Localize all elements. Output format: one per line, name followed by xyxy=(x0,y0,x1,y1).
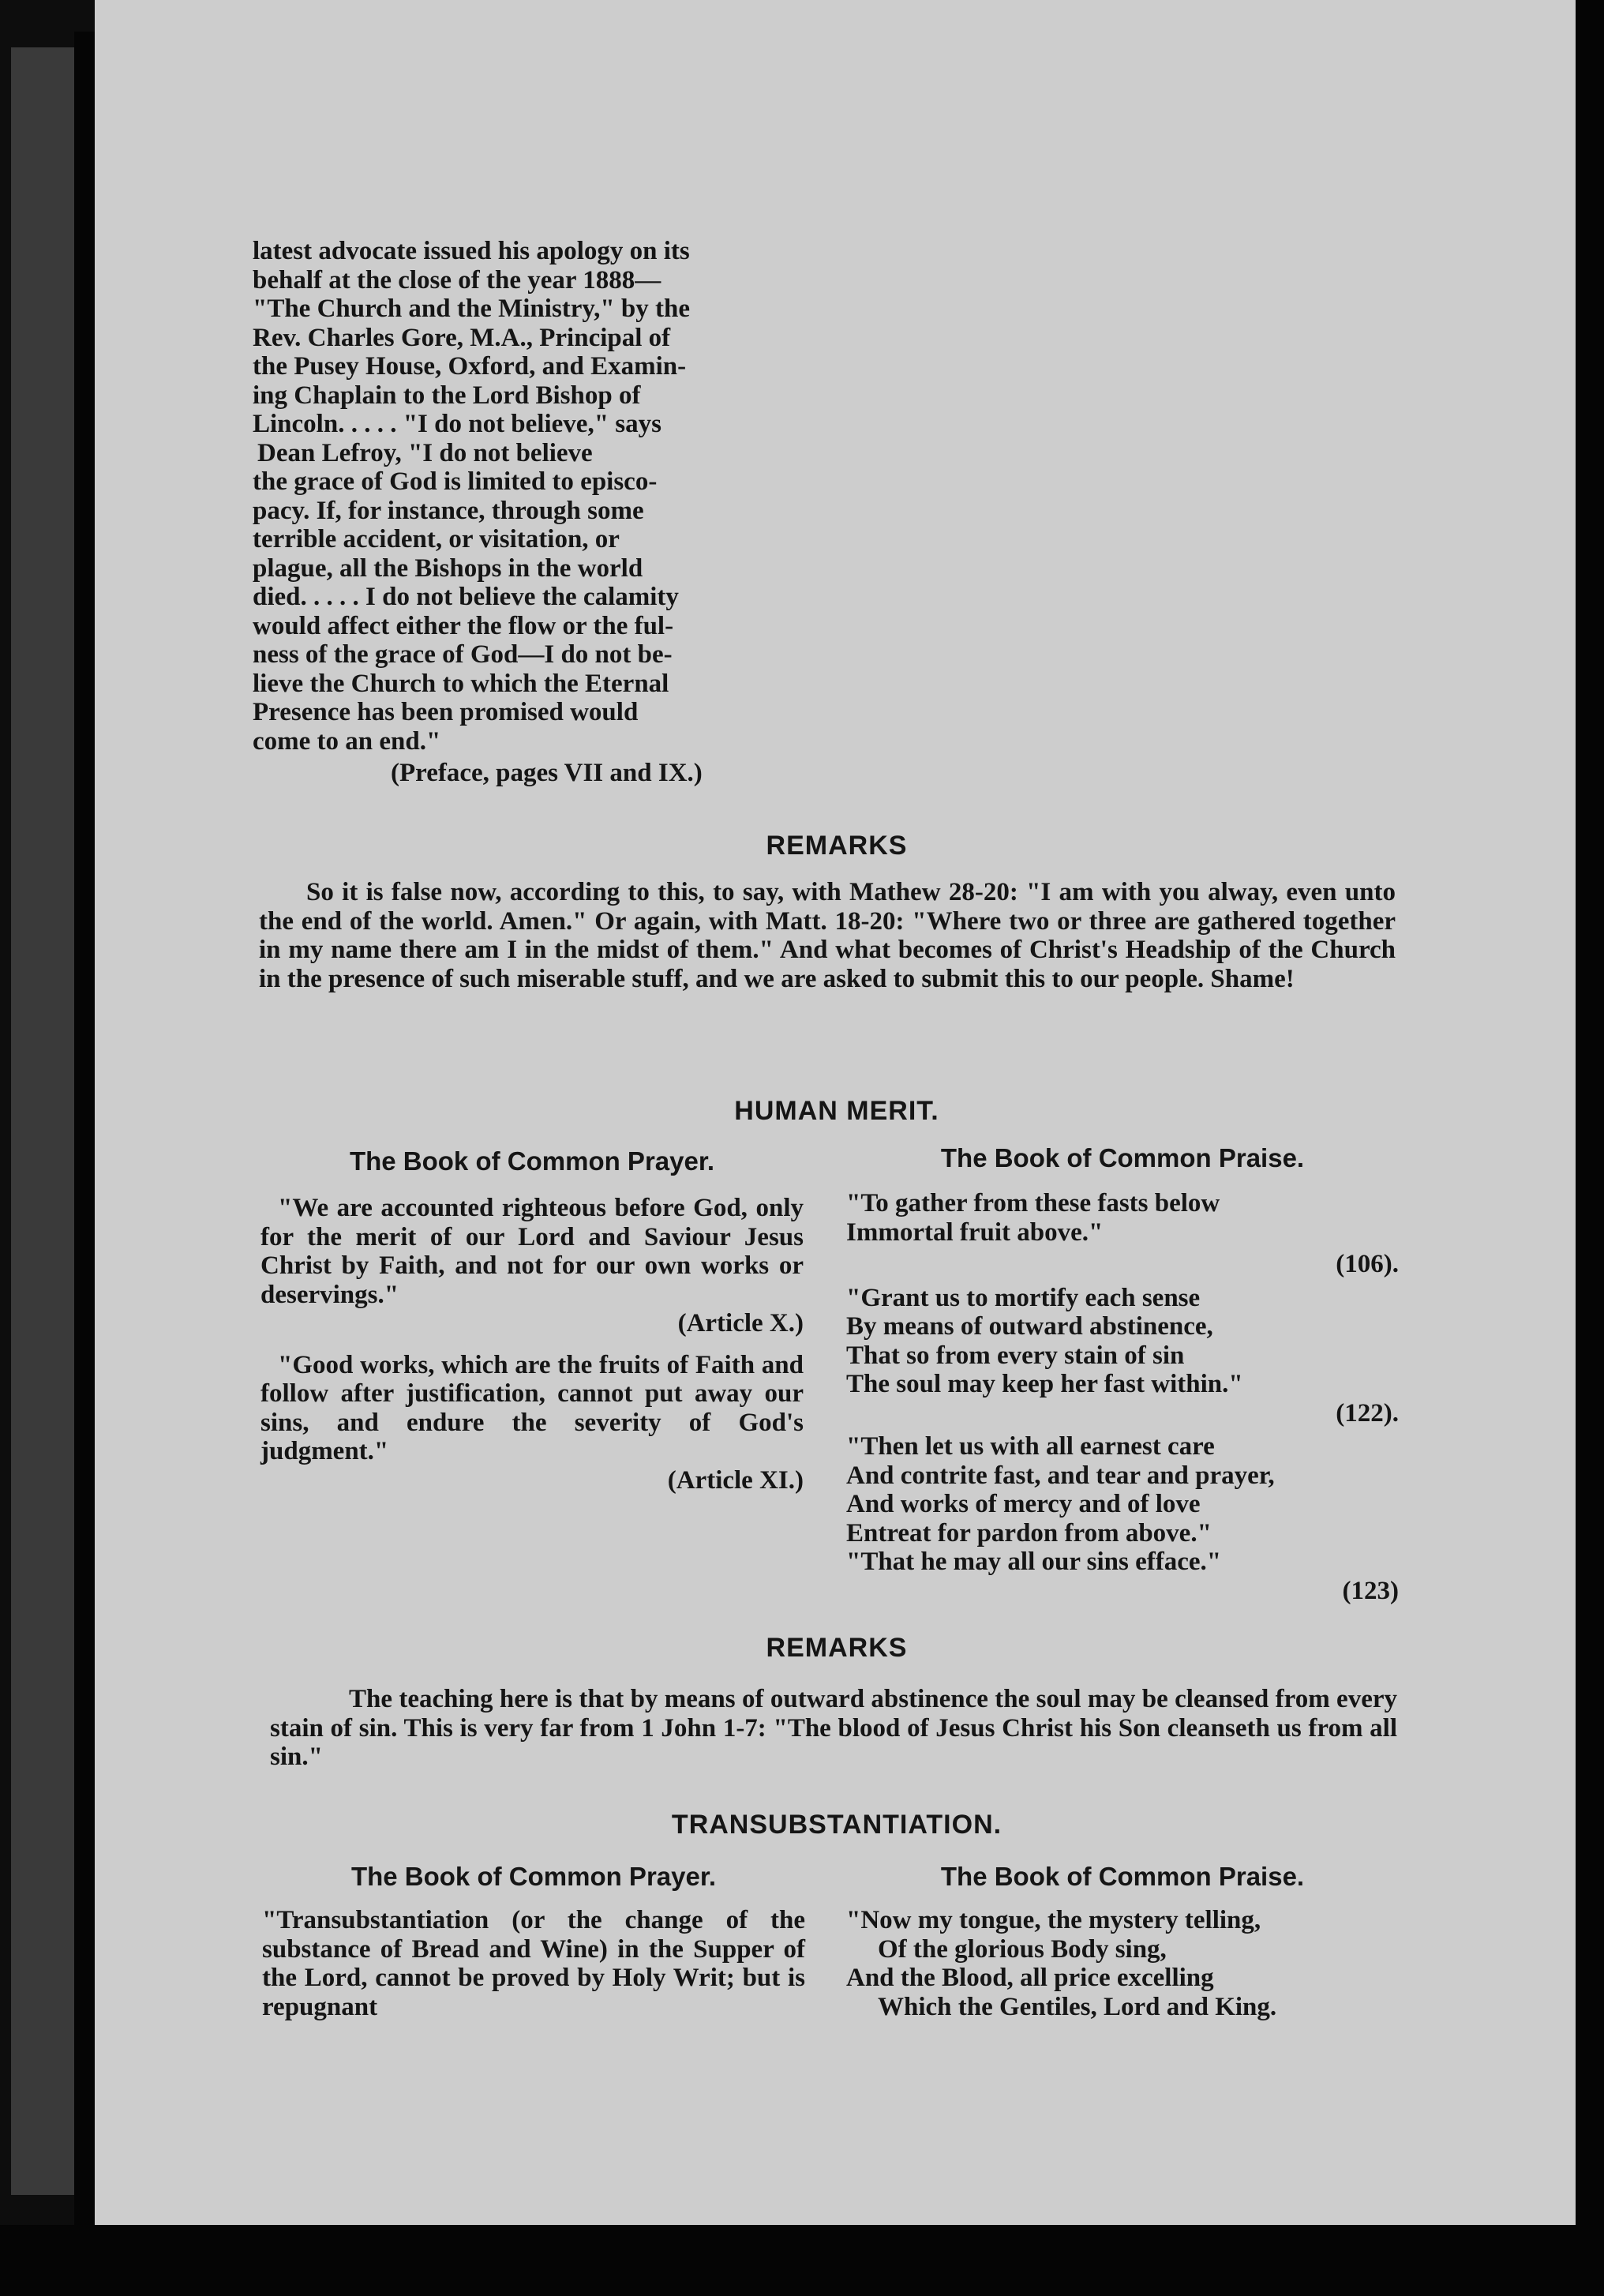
remarks-paragraph: So it is false now, according to this, to say, with Mathew 28-20: "I am with you alway, even unto the end of the world. Amen." Or again, with Matt. 18-20: "Where two or three are gathered together in my name there am I in the midst of them." And what becomes of Christ's Headship of the Church in the presence of such miserable stuff, and we are asked to submit this to our people. Shame! xyxy=(259,878,1396,993)
text-line: Dean Lefroy, "I do not believe xyxy=(257,438,593,467)
text-line: lieve the Church to which the Eternal xyxy=(253,669,669,698)
right-column xyxy=(846,1143,1399,1605)
document-page xyxy=(95,0,1576,2225)
hymn-verse xyxy=(846,1189,1399,1279)
text-line: ing Chaplain to the Lord Bishop of xyxy=(253,381,641,410)
section-heading: TRANSUBSTANTIATION. xyxy=(671,1810,1002,1840)
verse-line: "To gather from these fasts below xyxy=(846,1189,1220,1217)
verse-line: That so from every stain of sin xyxy=(846,1341,1185,1370)
verse-line: "Grant us to mortify each sense xyxy=(846,1283,1201,1312)
section-heading: HUMAN MERIT. xyxy=(734,1096,939,1126)
text-line: pacy. If, for instance, through some xyxy=(253,496,644,525)
right-column xyxy=(846,1862,1399,2021)
text-line: "The Church and the Ministry," by the xyxy=(253,295,691,323)
binding-fold xyxy=(74,32,95,2227)
section-heading: REMARKS xyxy=(766,1633,908,1663)
citation: (Preface, pages VII and IX.) xyxy=(391,759,703,787)
citation: (122). xyxy=(1336,1398,1399,1427)
column-title: The Book of Common Prayer. xyxy=(350,1862,717,1891)
quote-paragraph: "Good works, which are the fruits of Faith and follow after justification, cannot put away our sins, and endure the severity of God's judgment." xyxy=(260,1350,804,1465)
top-paragraph xyxy=(253,237,894,788)
scan-right-border xyxy=(1576,0,1604,2296)
verse-line: Entreat for pardon from above." xyxy=(846,1518,1212,1548)
verse-line: By means of outward abstinence, xyxy=(846,1312,1213,1341)
column-title: The Book of Common Praise. xyxy=(940,1862,1305,1891)
citation: (106). xyxy=(1336,1250,1399,1278)
quote-paragraph: "Transubstantiation (or the change of the substance of Bread and Wine) in the Supper of the Lord, cannot be proved by Holy Writ; but is repugnant xyxy=(262,1906,805,2021)
left-column xyxy=(262,1862,805,2021)
text-line: Presence has been promised would xyxy=(253,698,639,726)
verse-line: And works of mercy and of love xyxy=(846,1490,1201,1518)
text-line: Rev. Charles Gore, M.A., Principal of xyxy=(253,323,671,352)
text-line: died. . . . . I do not believe the calamity xyxy=(253,583,679,611)
previous-page-edge xyxy=(11,47,84,2195)
citation: (123) xyxy=(1342,1576,1399,1605)
verse-line: And contrite fast, and tear and prayer, xyxy=(846,1461,1275,1490)
verse-line: "That he may all our sins efface." xyxy=(846,1548,1222,1576)
hymn-verse xyxy=(846,1284,1399,1428)
citation: (Article X.) xyxy=(677,1309,804,1337)
section-heading: REMARKS xyxy=(766,831,908,861)
column-title: The Book of Common Praise. xyxy=(940,1143,1305,1172)
verse-line: "Now my tongue, the mystery telling, xyxy=(846,1906,1261,1934)
verse-line: Of the glorious Body sing, xyxy=(878,1934,1167,1964)
column-title: The Book of Common Prayer. xyxy=(349,1146,715,1176)
text-line: terrible accident, or visitation, or xyxy=(253,525,620,553)
text-line: latest advocate issued his apology on its xyxy=(253,237,690,265)
scan-bottom-border xyxy=(0,2225,1604,2296)
hymn-verse xyxy=(846,1432,1399,1605)
text-line: behalf at the close of the year 1888— xyxy=(253,265,661,295)
verse-line: Which the Gentiles, Lord and King. xyxy=(878,1992,1277,2021)
remarks-paragraph: The teaching here is that by means of outward abstinence the soul may be cleansed from every stain of sin. This is very far from 1 John 1-7: "The blood of Jesus Christ his Son cleanseth us from all sin." xyxy=(270,1685,1397,1771)
text-line: come to an end." xyxy=(253,726,441,756)
text-line: Lincoln. . . . . "I do not believe," says xyxy=(253,410,661,438)
text-line: ness of the grace of God—I do not be- xyxy=(253,640,673,669)
verse-line: "Then let us with all earnest care xyxy=(846,1432,1215,1461)
verse-line: The soul may keep her fast within." xyxy=(846,1370,1243,1398)
citation: (Article XI.) xyxy=(667,1465,804,1495)
verse-line: Immortal fruit above." xyxy=(846,1217,1104,1247)
text-line: the Pusey House, Oxford, and Examin- xyxy=(253,352,687,381)
hymn-verse xyxy=(846,1906,1399,2021)
quote-paragraph: "We are accounted righteous before God, only for the merit of our Lord and Saviour Jesus Christ by Faith, and not for our own works or deservings." xyxy=(260,1194,804,1309)
text-line: would affect either the flow or the ful- xyxy=(253,611,674,640)
left-column xyxy=(260,1146,804,1495)
text-line: plague, all the Bishops in the world xyxy=(253,553,643,583)
text-line: the grace of God is limited to episco- xyxy=(253,467,658,496)
verse-line: And the Blood, all price excelling xyxy=(846,1964,1214,1992)
